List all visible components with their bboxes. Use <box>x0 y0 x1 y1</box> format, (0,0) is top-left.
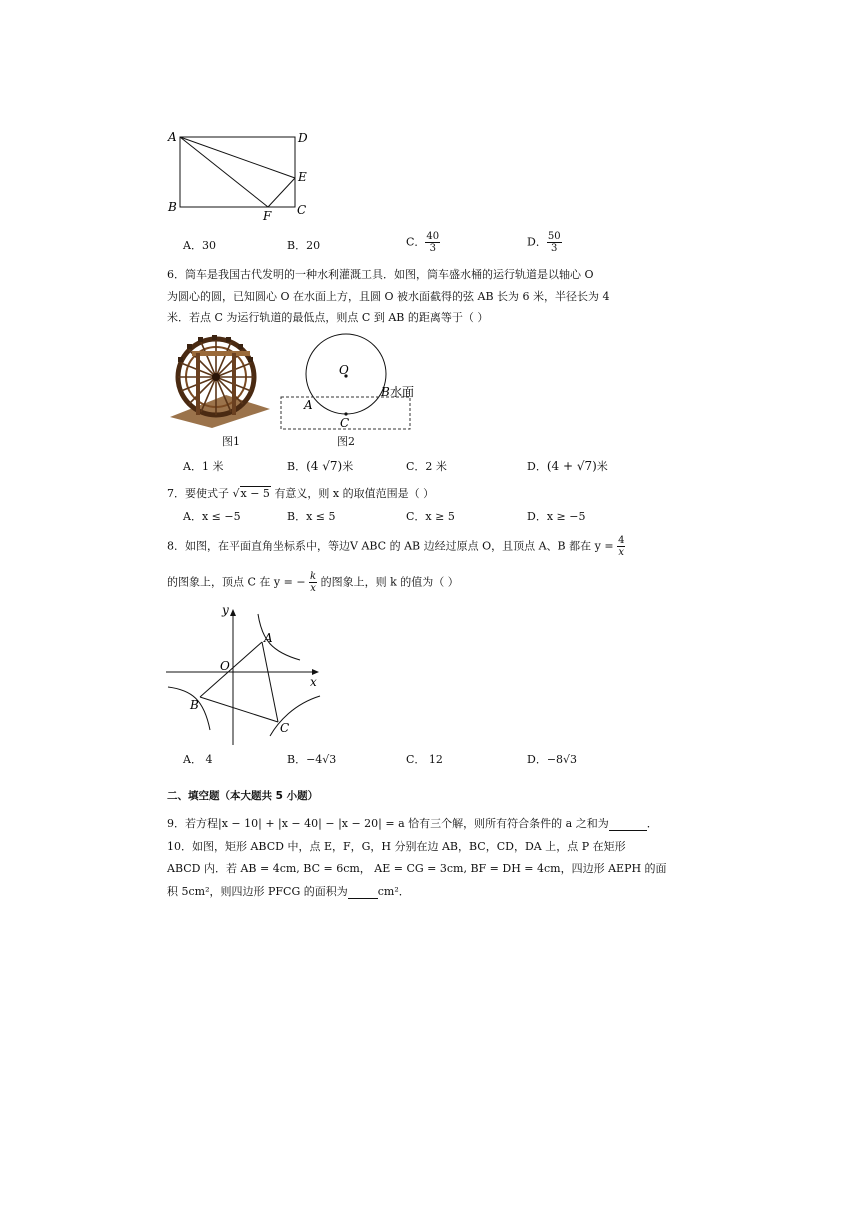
q6-option-d-unit: 米 <box>596 460 608 473</box>
label-a: A <box>304 398 313 412</box>
wheel-post-left <box>196 353 200 415</box>
segment-ae <box>180 137 295 178</box>
segment-ab <box>200 642 262 697</box>
q7-text-post: 有意义，则 x 的取值范围是（ ） <box>274 487 435 500</box>
fig2-caption: 图2 <box>337 435 355 448</box>
q6-option-a[interactable]: A．1 米 <box>183 460 224 473</box>
q8-text-1: 8．如图，在平面直角坐标系中，等边V ABC 的 AB 边经过原点 O，且顶点 A、B 都在 y = <box>167 539 614 553</box>
label-e: E <box>298 170 307 184</box>
label-b: B <box>381 385 390 399</box>
q7-option-c[interactable]: C．x ≥ 5 <box>406 510 455 523</box>
q8-line-1 <box>167 535 625 558</box>
q6-option-d[interactable] <box>527 459 608 474</box>
q7-option-b[interactable]: B．x ≤ 5 <box>287 510 336 523</box>
segment-ef <box>268 178 295 207</box>
label-f: F <box>263 209 272 223</box>
q8-option-d[interactable]: D．−8√3 <box>527 753 578 766</box>
q10-text-post: cm²． <box>377 885 410 898</box>
q6-option-b-unit: 米 <box>342 460 354 473</box>
q8-coordinate-figure <box>160 600 330 750</box>
q7-option-a[interactable]: A．x ≤ −5 <box>183 510 241 523</box>
q5-option-d[interactable] <box>527 231 562 254</box>
q5-option-b[interactable]: B．20 <box>287 239 321 252</box>
q10-line-2: ABCD 内．若 AB = 4cm, BC = 6cm， AE = CG = 3cm, BF = DH = 4cm，四边形 AEPH 的面 <box>167 862 667 875</box>
q6-option-b-label: B． <box>287 460 307 473</box>
q10-line-1: 10．如图，矩形 ABCD 中，点 E，F，G，H 分别在边 AB，BC，CD，DA 上，点 P 在矩形 <box>167 840 626 853</box>
q8-line-2 <box>167 571 459 594</box>
q10-text-pre: 积 5cm²，则四边形 PFCG 的面积为 <box>167 885 348 898</box>
q8-fraction-k-over-x: $\frac{k}{x}$ <box>310 571 317 594</box>
q7-radical: √x − 5 <box>232 487 270 500</box>
q10-line-3 <box>167 885 410 899</box>
q6-option-d-expr: (4 + √7) <box>546 459 597 473</box>
label-c: C <box>297 203 307 217</box>
q9-answer-blank[interactable] <box>609 818 647 831</box>
q5-option-a[interactable]: A．30 <box>183 239 216 252</box>
q6-circle-figure <box>278 333 438 431</box>
label-c: C <box>340 416 350 430</box>
q7-line-1 <box>167 487 434 501</box>
q9-end: ． <box>646 817 658 830</box>
label-x: x <box>310 675 317 689</box>
q6-option-c[interactable]: C．2 米 <box>406 460 447 473</box>
q8-fraction-4-over-x: $\frac{4}{x}$ <box>618 535 625 558</box>
segment-af <box>180 137 268 207</box>
label-a: A <box>168 130 177 144</box>
section-2-title: 二、填空题（本大题共 5 小题） <box>167 790 319 802</box>
q6-option-d-label: D． <box>527 460 547 473</box>
label-o: O <box>339 363 349 377</box>
wheel-top-beam <box>192 351 250 356</box>
label-b: B <box>168 200 177 214</box>
q10-answer-blank[interactable] <box>348 886 378 899</box>
q6-line-3: 米．若点 C 为运行轨道的最低点，则点 C 到 AB 的距离等于（ ） <box>167 311 489 324</box>
label-d: D <box>298 131 308 145</box>
label-a: A <box>264 631 273 645</box>
q5-option-c-label: C． <box>406 235 426 249</box>
label-c: C <box>280 721 290 735</box>
label-y: y <box>222 603 229 617</box>
fig1-caption: 图1 <box>222 435 240 448</box>
q8-text-2-post: 的图象上，则 k 的值为（ ） <box>320 575 459 589</box>
segment-bc <box>200 697 278 722</box>
water-wheel-photo <box>166 331 272 429</box>
water-surface-label: 水面 <box>390 385 415 399</box>
q6-option-b[interactable] <box>287 459 353 474</box>
q5-rectangle-figure <box>160 125 320 225</box>
q8-option-b[interactable]: B．−4√3 <box>287 753 337 766</box>
q8-option-c[interactable]: C． 12 <box>406 753 443 766</box>
q6-option-b-expr: (4 √7) <box>306 459 343 473</box>
q5-option-c-fraction: $\frac{40}{3}$ <box>426 231 440 254</box>
q5-option-d-fraction: $\frac{50}{3}$ <box>547 231 561 254</box>
q8-option-a[interactable]: A． 4 <box>183 753 213 766</box>
q9-line <box>167 817 658 831</box>
q5-option-c[interactable] <box>406 231 440 254</box>
wheel-hub <box>212 373 220 381</box>
label-b: B <box>190 698 199 712</box>
wheel-post-right <box>232 353 236 415</box>
segment-ac <box>262 642 278 722</box>
q6-line-1: 6．筒车是我国古代发明的一种水利灌溉工具．如图，筒车盛水桶的运行轨道是以轴心 O <box>167 268 594 281</box>
q9-text: 9．若方程|x − 10| + |x − 40| − |x − 20| = a 恰有三个解，则所有符合条件的 a 之和为 <box>167 817 609 830</box>
q6-line-2: 为圆心的圆，已知圆心 O 在水面上方，且圆 O 被水面截得的弦 AB 长为 6 米，半径长为 4 <box>167 290 610 303</box>
curve-fourth-quadrant <box>270 696 320 736</box>
q7-text-pre: 7．要使式子 <box>167 487 229 500</box>
q7-option-d[interactable]: D．x ≥ −5 <box>527 510 586 523</box>
q5-option-d-label: D． <box>527 235 547 249</box>
label-o: O <box>220 659 230 673</box>
q8-text-2-pre: 的图象上，顶点 C 在 y = − <box>167 575 306 589</box>
